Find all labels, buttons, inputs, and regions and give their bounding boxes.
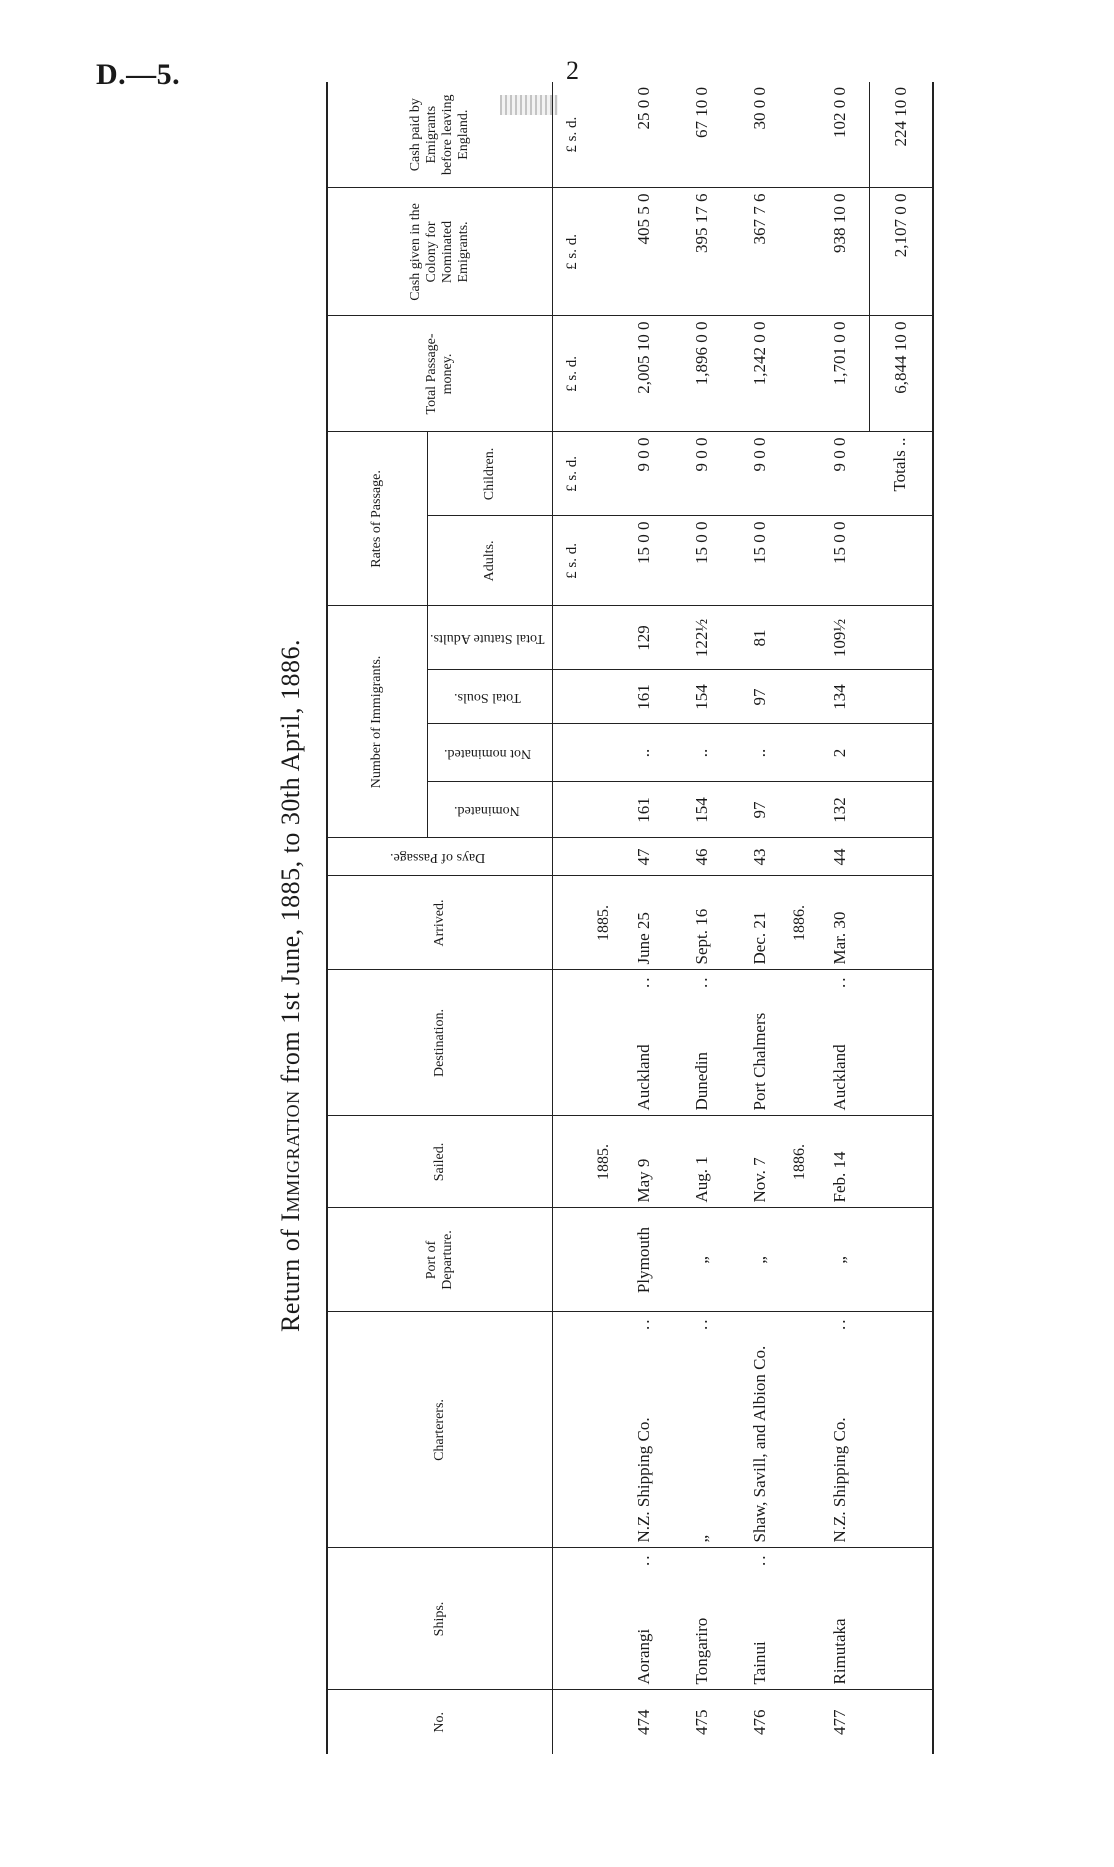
adults-value: 15 0 0 <box>633 521 653 564</box>
totals-passage: 6,844 10 0 <box>869 316 933 432</box>
total-value: 1,701 0 0 <box>829 321 849 386</box>
unit-children: £ s. d. <box>552 432 593 516</box>
cell-children <box>811 432 870 516</box>
leader-dots: .. <box>633 1553 653 1566</box>
nominated-value: 161 <box>633 797 653 823</box>
statute-value: 109½ <box>829 618 849 658</box>
cell-destination <box>615 970 673 1116</box>
total-value: 1,242 0 0 <box>749 321 769 386</box>
cell-england <box>811 82 870 188</box>
cell-souls <box>615 670 673 724</box>
destination-value: Dunedin <box>691 1051 711 1111</box>
leader-dots: .. <box>829 975 849 988</box>
col-header-total-souls <box>428 670 553 724</box>
year-sailed: 1885. <box>593 1116 615 1208</box>
cell-colony <box>731 188 789 316</box>
colony-value: 367 7 6 <box>749 193 769 245</box>
col-header-cash-colony: Cash given in the Colony for Nominated Emigrants. <box>327 188 552 316</box>
col-header-cash-england: Cash paid by Emigrants before leaving England. <box>327 82 552 188</box>
col-group-number: Number of Immigrants. <box>327 606 428 838</box>
cell-charterer <box>731 1312 789 1548</box>
cell-not-nominated <box>811 724 870 782</box>
cell-england <box>615 82 673 188</box>
unit-england: £ s. d. <box>552 82 593 188</box>
adults-value: 15 0 0 <box>691 521 711 564</box>
table-row <box>811 82 870 1754</box>
document-reference: D.—5. <box>96 58 181 91</box>
totals-england: 224 10 0 <box>869 82 933 188</box>
cell-destination <box>673 970 731 1116</box>
no-value: 476 <box>749 1709 769 1735</box>
cell-no <box>673 1690 731 1754</box>
cell-destination <box>731 970 789 1116</box>
leader-dots: .. <box>749 1553 769 1566</box>
charterer-value: Shaw, Savill, and Albion Co. <box>749 1345 769 1543</box>
year-row <box>789 82 811 1754</box>
cell-days <box>811 838 870 876</box>
arrived-value: Mar. 30 <box>829 911 849 965</box>
total-value: 2,005 10 0 <box>633 321 653 394</box>
cell-total <box>731 316 789 432</box>
nominated-value: 154 <box>691 797 711 823</box>
ship-value: Aorangi <box>633 1628 653 1685</box>
year-row <box>593 82 615 1754</box>
port-value: „ <box>691 1256 711 1264</box>
no-value: 475 <box>691 1709 711 1735</box>
cell-days <box>615 838 673 876</box>
children-value: 9 0 0 <box>691 437 711 472</box>
title-prefix: Return of <box>276 1221 305 1332</box>
not-nominated-value: 2 <box>829 748 849 758</box>
not-nominated-value: .. <box>691 748 711 758</box>
cell-port <box>811 1208 870 1312</box>
cell-ship <box>731 1548 789 1690</box>
souls-value: 97 <box>749 688 769 706</box>
total-souls-label: Total Souls. <box>453 690 521 706</box>
cell-children <box>673 432 731 516</box>
col-header-total-passage: Total Passage-money. <box>327 316 552 432</box>
cell-sailed <box>615 1116 673 1208</box>
cell-adults <box>811 516 870 606</box>
cell-statute <box>673 606 731 670</box>
col-header-arrived: Arrived. <box>327 876 552 970</box>
leader-dots: .. <box>633 1317 653 1330</box>
adults-value: 15 0 0 <box>749 521 769 564</box>
cell-ship <box>615 1548 673 1690</box>
col-header-adults: Adults. <box>428 516 553 606</box>
colony-value: 395 17 6 <box>691 193 711 253</box>
cell-total <box>811 316 870 432</box>
units-row <box>552 82 593 1754</box>
cell-arrived <box>615 876 673 970</box>
cell-children <box>731 432 789 516</box>
cell-destination <box>811 970 870 1116</box>
totals-row <box>869 82 933 1754</box>
col-header-statute-adults <box>428 606 553 670</box>
port-value: Plymouth <box>633 1226 653 1294</box>
not-nominated-value: .. <box>749 748 769 758</box>
cell-colony <box>811 188 870 316</box>
col-header-port: Port of Departure. <box>327 1208 552 1312</box>
table-body <box>615 82 870 1754</box>
destination-value: Auckland <box>633 1044 653 1111</box>
cell-colony <box>673 188 731 316</box>
arrived-value: June 25 <box>633 912 653 965</box>
leader-dots: .. <box>691 1317 711 1330</box>
days-value: 44 <box>829 848 849 866</box>
title-rest: from 1st June, 1885, to 30th April, 1886. <box>276 638 305 1091</box>
col-header-sailed: Sailed. <box>327 1116 552 1208</box>
england-value: 25 0 0 <box>633 86 653 130</box>
statute-value: 122½ <box>691 618 711 658</box>
totals-colony: 2,107 0 0 <box>869 188 933 316</box>
cell-statute <box>615 606 673 670</box>
cell-ship <box>673 1548 731 1690</box>
colony-value: 405 5 0 <box>633 193 653 245</box>
cell-not-nominated <box>731 724 789 782</box>
ship-value: Tongariro <box>691 1617 711 1685</box>
statute-value: 129 <box>633 625 653 651</box>
cell-nominated <box>615 782 673 838</box>
cell-arrived <box>811 876 870 970</box>
nominated-value: 132 <box>829 797 849 823</box>
no-value: 474 <box>633 1709 653 1735</box>
days-value: 43 <box>749 848 769 866</box>
port-value: „ <box>829 1256 849 1264</box>
charterer-value: N.Z. Shipping Co. <box>633 1417 653 1543</box>
destination-value: Auckland <box>829 1044 849 1111</box>
children-value: 9 0 0 <box>633 437 653 472</box>
cell-statute <box>811 606 870 670</box>
statute-adults-label: Total Statute Adults. <box>430 631 545 647</box>
cell-adults <box>731 516 789 606</box>
sailed-value: May 9 <box>633 1158 653 1203</box>
cell-charterer <box>615 1312 673 1548</box>
cell-england <box>673 82 731 188</box>
cell-statute <box>731 606 789 670</box>
cell-ship <box>811 1548 870 1690</box>
england-value: 67 10 0 <box>691 86 711 138</box>
cell-nominated <box>673 782 731 838</box>
cell-souls <box>673 670 731 724</box>
england-value: 30 0 0 <box>749 86 769 130</box>
cell-not-nominated <box>615 724 673 782</box>
cell-adults <box>615 516 673 606</box>
year-arrived: 1885. <box>593 876 615 970</box>
year-arrived: 1886. <box>789 876 811 970</box>
england-value: 102 0 0 <box>829 86 849 138</box>
table-row <box>615 82 673 1754</box>
cell-sailed <box>731 1116 789 1208</box>
souls-value: 134 <box>829 684 849 710</box>
col-header-not-nominated <box>428 724 553 782</box>
sailed-value: Aug. 1 <box>691 1156 711 1203</box>
cell-arrived <box>673 876 731 970</box>
cell-no <box>731 1690 789 1754</box>
ship-value: Rimutaka <box>829 1618 849 1685</box>
souls-value: 161 <box>633 684 653 710</box>
not-nominated-value: .. <box>633 748 653 758</box>
cell-nominated <box>811 782 870 838</box>
cell-port <box>673 1208 731 1312</box>
charterer-value: N.Z. Shipping Co. <box>829 1417 849 1543</box>
nominated-label: Nominated. <box>454 803 521 819</box>
no-value: 477 <box>829 1709 849 1735</box>
days-value: 47 <box>633 848 653 866</box>
cell-total <box>615 316 673 432</box>
cell-not-nominated <box>673 724 731 782</box>
ship-value: Tainui <box>749 1641 769 1685</box>
page-number: 2 <box>566 56 579 85</box>
unit-total: £ s. d. <box>552 316 593 432</box>
immigration-table-rotated <box>326 86 910 1754</box>
arrived-value: Dec. 21 <box>749 911 769 965</box>
colony-value: 938 10 0 <box>829 193 849 253</box>
total-value: 1,896 0 0 <box>691 321 711 386</box>
unit-colony: £ s. d. <box>552 188 593 316</box>
col-header-charterers: Charterers. <box>327 1312 552 1548</box>
cell-souls <box>731 670 789 724</box>
col-header-no: No. <box>327 1690 552 1754</box>
destination-value: Port Chalmers <box>749 1012 769 1111</box>
table-title <box>276 639 306 1332</box>
not-nominated-label: Not nominated. <box>443 746 531 762</box>
days-value: 46 <box>691 848 711 866</box>
immigration-table <box>326 82 934 1754</box>
cell-sailed <box>811 1116 870 1208</box>
unit-adults: £ s. d. <box>552 516 593 606</box>
title-smallcaps: Immigration <box>276 1090 305 1222</box>
col-group-rates: Rates of Passage. <box>327 432 428 606</box>
leader-dots: .. <box>829 1317 849 1330</box>
cell-children <box>615 432 673 516</box>
sailed-value: Nov. 7 <box>749 1157 769 1203</box>
charterer-value: „ <box>691 1534 711 1543</box>
table-row <box>673 82 731 1754</box>
col-header-days <box>327 838 552 876</box>
cell-adults <box>673 516 731 606</box>
cell-colony <box>615 188 673 316</box>
children-value: 9 0 0 <box>749 437 769 472</box>
leader-dots: .. <box>633 975 653 988</box>
cell-days <box>673 838 731 876</box>
totals-label: Totals .. <box>869 432 933 516</box>
leader-dots: .. <box>691 975 711 988</box>
col-header-nominated <box>428 782 553 838</box>
cell-souls <box>811 670 870 724</box>
cell-no <box>811 1690 870 1754</box>
col-header-children: Children. <box>428 432 553 516</box>
arrived-value: Sept. 16 <box>691 908 711 965</box>
cell-port <box>615 1208 673 1312</box>
cell-charterer <box>673 1312 731 1548</box>
nominated-value: 97 <box>749 801 769 819</box>
cell-days <box>731 838 789 876</box>
cell-nominated <box>731 782 789 838</box>
adults-value: 15 0 0 <box>829 521 849 564</box>
cell-sailed <box>673 1116 731 1208</box>
port-value: „ <box>749 1256 769 1264</box>
cell-england <box>731 82 789 188</box>
col-header-ships: Ships. <box>327 1548 552 1690</box>
children-value: 9 0 0 <box>829 437 849 472</box>
cell-arrived <box>731 876 789 970</box>
sailed-value: Feb. 14 <box>829 1151 849 1203</box>
cell-port <box>731 1208 789 1312</box>
days-label: Days of Passage. <box>389 850 485 866</box>
cell-total <box>673 316 731 432</box>
cell-no <box>615 1690 673 1754</box>
statute-value: 81 <box>749 629 769 647</box>
table-row <box>731 82 789 1754</box>
col-header-destination: Destination. <box>327 970 552 1116</box>
cell-charterer <box>811 1312 870 1548</box>
year-sailed: 1886. <box>789 1116 811 1208</box>
souls-value: 154 <box>691 684 711 710</box>
